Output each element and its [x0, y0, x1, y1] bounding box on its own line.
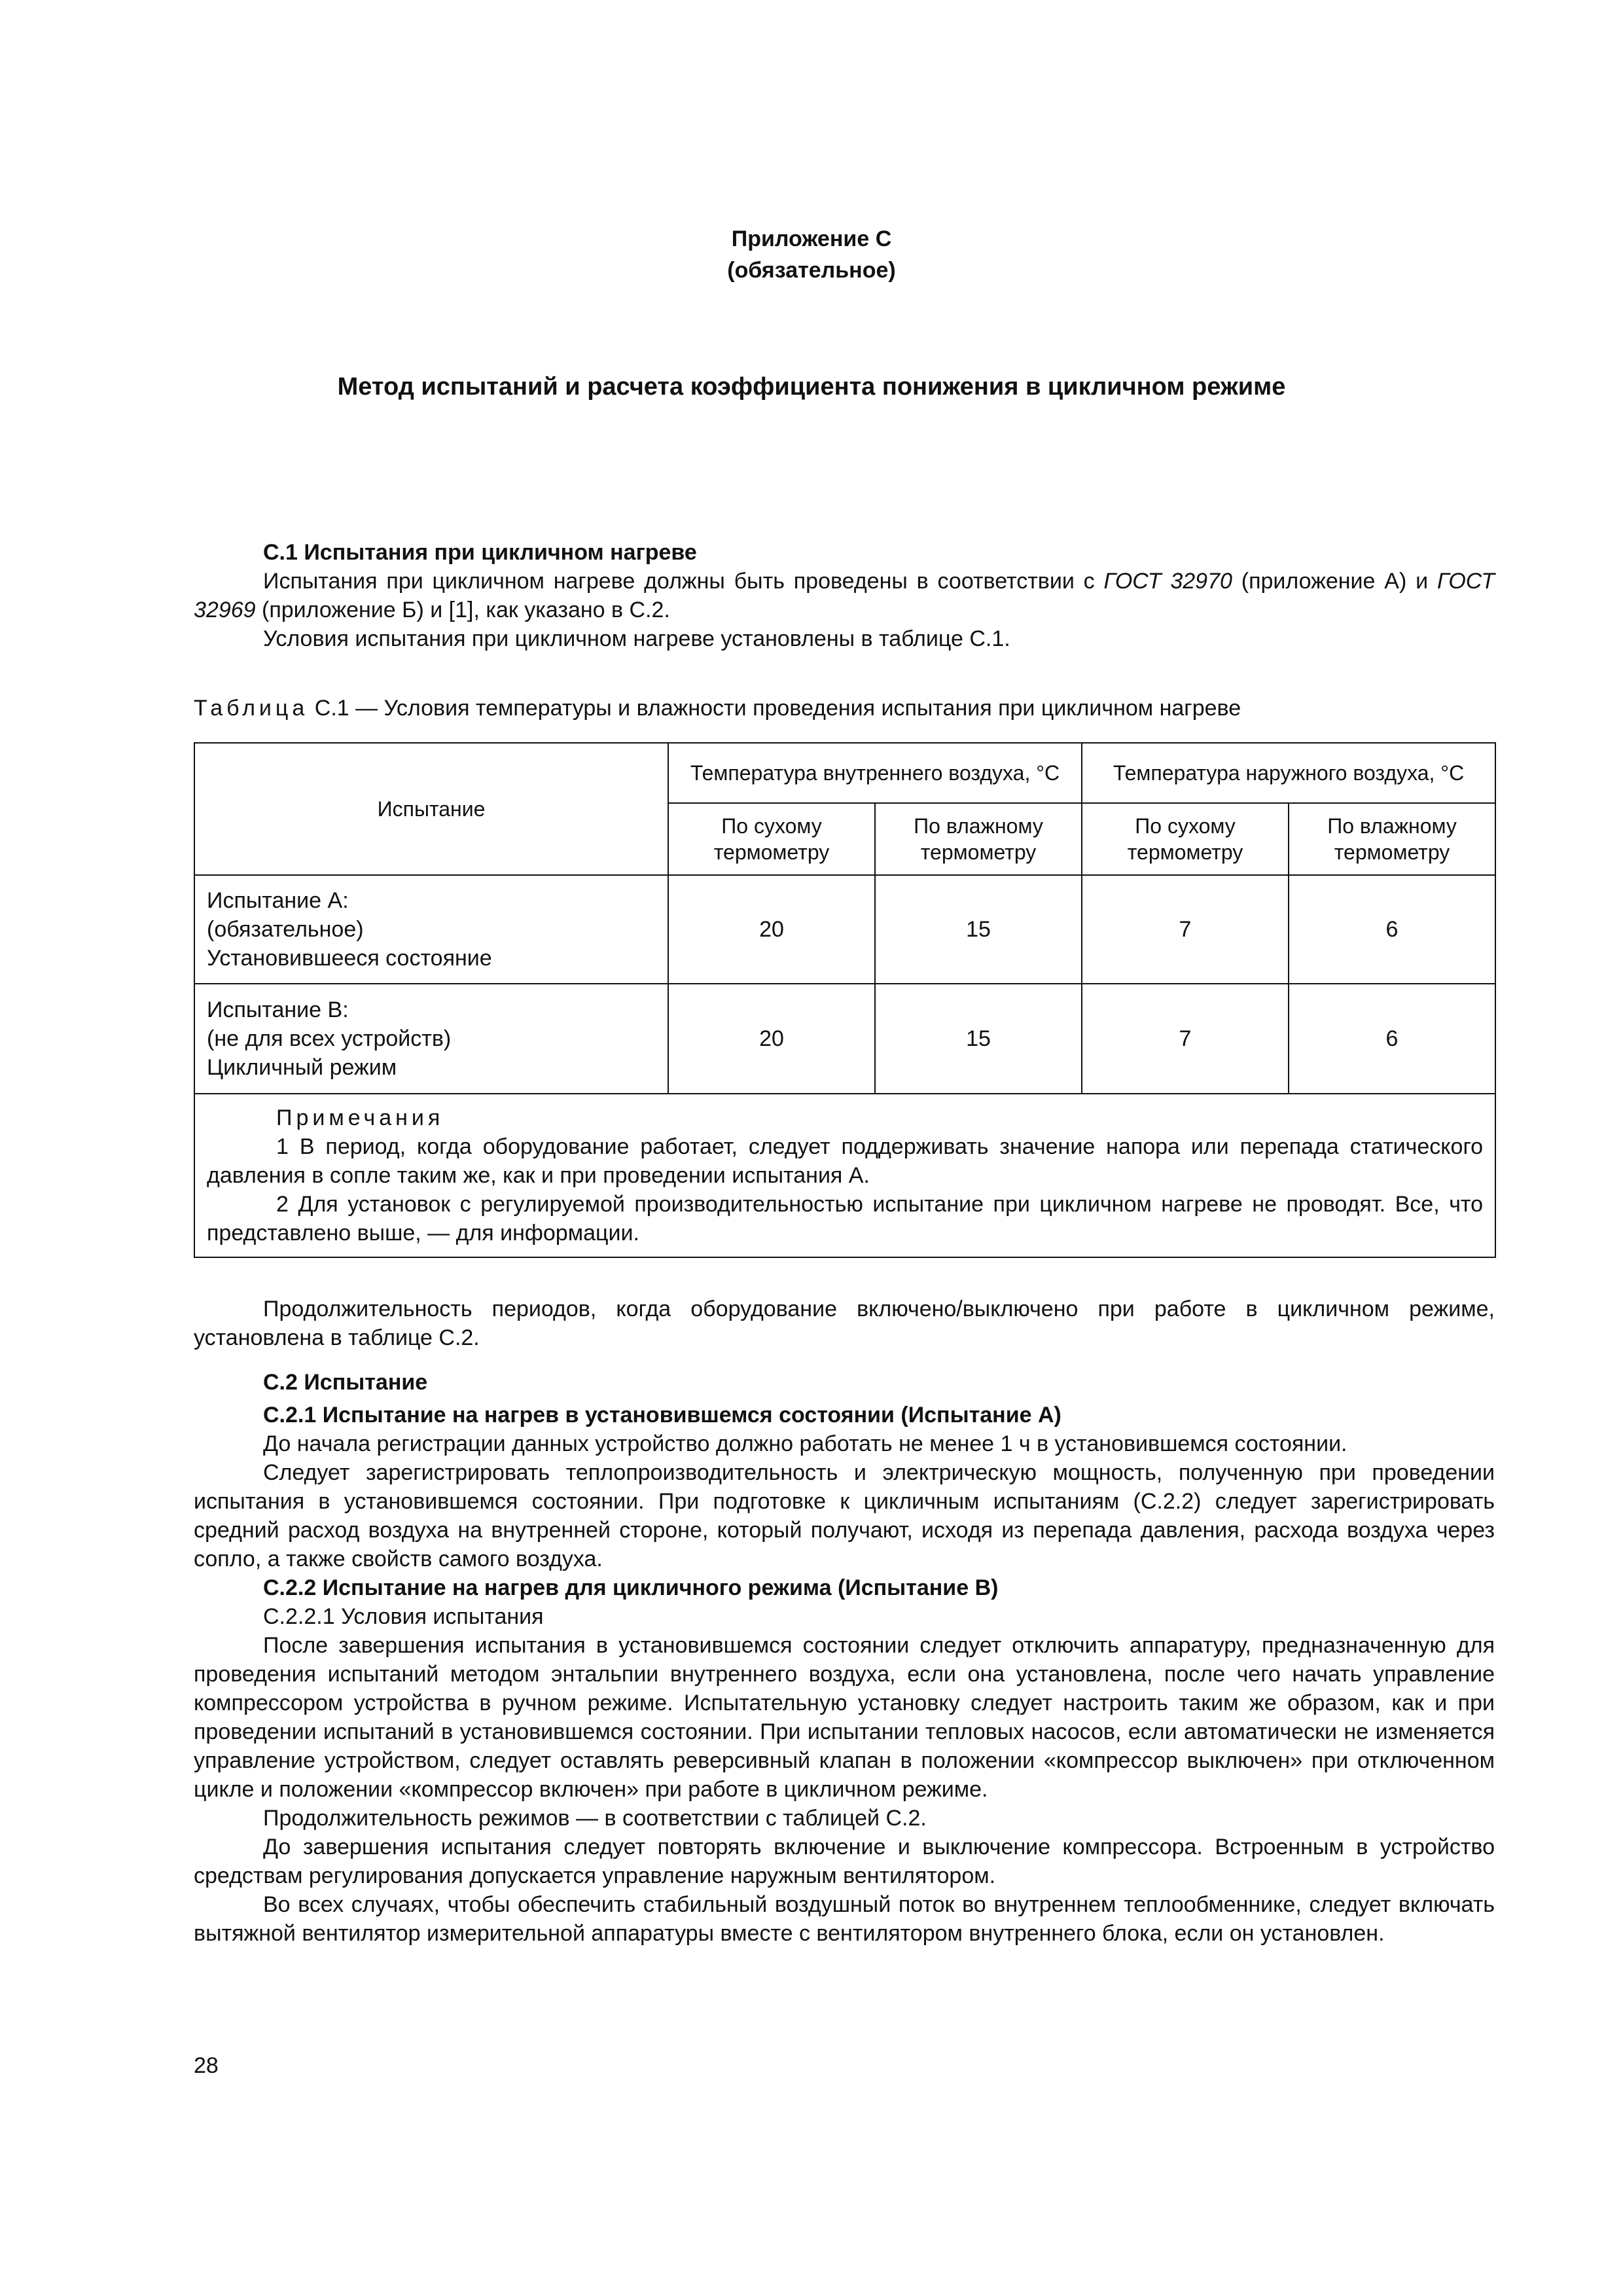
- section-c22-heading: С.2.2 Испытание на нагрев для цикличного режима (Испытание В): [263, 1575, 999, 1600]
- section-c22-paragraph-2: Продолжительность режимов — в соответствии с таблицей С.2.: [263, 1806, 927, 1831]
- page-title: Метод испытаний и расчета коэффициента понижения в цикличном режиме: [337, 373, 1286, 401]
- table-head-test: Испытание: [194, 743, 668, 875]
- table-cell: 7: [1082, 984, 1289, 1094]
- table-row-label: Испытание А: (обязательное) Установившееся состояние: [194, 875, 668, 984]
- table-cell: 7: [1082, 875, 1289, 984]
- table-caption-text: С.1 — Условия температуры и влажности проведения испытания при цикличном нагреве: [308, 696, 1241, 721]
- gost-reference: ГОСТ 32970: [1103, 569, 1232, 594]
- table-subhead-wet: По влажному термометру: [1289, 803, 1495, 875]
- section-c22-paragraph-3: До завершения испытания следует повторять включение и выключение компрессора. Встроенным в устройство средствам регулирования допускается управление наружным вентилятором.: [194, 1835, 1495, 1888]
- table-cell: 15: [875, 875, 1082, 984]
- notes-title: Примечания: [276, 1105, 444, 1130]
- section-c2: [194, 1368, 1495, 1948]
- after-table-paragraph: Продолжительность периодов, когда оборудование включено/выключено при работе в цикличном режиме, установлена в таблице С.2.: [194, 1297, 1495, 1350]
- table-cell: 6: [1289, 875, 1495, 984]
- page-number: 28: [194, 2053, 219, 2078]
- conditions-table: [194, 742, 1496, 1258]
- appendix-label: Приложение С: [731, 226, 892, 251]
- table-cell: 20: [668, 984, 875, 1094]
- section-c2-heading: С.2 Испытание: [263, 1370, 428, 1395]
- note-1: 1 В период, когда оборудование работает, следует поддерживать значение напора или перепада статического давления в сопле таким же, как и при проведении испытания А.: [207, 1134, 1484, 1188]
- table-head-outer-temp: Температура наружного воздуха, °С: [1082, 743, 1495, 803]
- table-cell: 6: [1289, 984, 1495, 1094]
- table-row: [194, 984, 1495, 1094]
- table-caption: [194, 694, 1495, 723]
- table-subhead-dry: По сухому термометру: [668, 803, 875, 875]
- table-notes: [194, 1094, 1495, 1257]
- table-subhead-dry: По сухому термометру: [1082, 803, 1289, 875]
- gost-reference: ГОСТ 32969: [194, 569, 1495, 622]
- section-c221-heading: С.2.2.1 Условия испытания: [263, 1604, 544, 1629]
- table-row-label: Испытание В: (не для всех устройств) Цикличный режим: [194, 984, 668, 1094]
- section-c1-paragraph-1: Испытания при цикличном нагреве должны быть проведены в соответствии с ГОСТ 32970 (приложение А) и ГОСТ 32969 (приложение Б) и [1], как указано в С.2.: [194, 569, 1495, 622]
- table-row: [194, 875, 1495, 984]
- section-c21-heading: С.2.1 Испытание на нагрев в установившемся состоянии (Испытание А): [263, 1403, 1061, 1427]
- appendix-status: (обязательное): [727, 258, 896, 283]
- note-2: 2 Для установок с регулируемой производительностью испытание при цикличном нагреве не проводят. Все, что представлено выше, — для информации.: [207, 1192, 1484, 1246]
- table-caption-label: Таблица: [194, 696, 309, 721]
- section-c21-paragraph-1: До начала регистрации данных устройство должно работать не менее 1 ч в установившемся состоянии.: [263, 1431, 1347, 1456]
- section-c1: [194, 538, 1495, 653]
- section-c1-paragraph-2: Условия испытания при цикличном нагреве установлены в таблице С.1.: [263, 626, 1010, 651]
- table-cell: 20: [668, 875, 875, 984]
- section-c1-heading: С.1 Испытания при цикличном нагреве: [263, 540, 697, 565]
- table-cell: 15: [875, 984, 1082, 1094]
- section-c22-paragraph-4: Во всех случаях, чтобы обеспечить стабильный воздушный поток во внутреннем теплообменнике, следует включать вытяжной вентилятор измерительной аппаратуры вместе с вентилятором внутреннего блока, если он установлен.: [194, 1892, 1495, 1946]
- table-subhead-wet: По влажному термометру: [875, 803, 1082, 875]
- section-c22-paragraph-1: После завершения испытания в установившемся состоянии следует отключить аппаратуру, предназначенную для проведения испытаний методом энтальпии внутреннего воздуха, если она установлена, после чего начать управление компрессором устройства в ручном режиме. Испытательную установку следует настроить таким же образом, как и при проведении испытаний в установившемся состоянии. При испытании тепловых насосов, если автоматически не изменяется управление устройством, следует оставлять реверсивный клапан в положении «компрессор выключен» при отключенном цикле и положении «компрессор включен» при работе в цикличном режиме.: [194, 1633, 1495, 1802]
- section-c21-paragraph-2: Следует зарегистрировать теплопроизводительность и электрическую мощность, полученную при проведении испытания в установившемся состоянии. При подготовке к цикличным испытаниям (С.2.2) следует зарегистрировать средний расход воздуха на внутренней стороне, который получают, исходя из перепада давления, расхода воздуха через сопло, а также свойств самого воздуха.: [194, 1460, 1495, 1571]
- table-head-inner-temp: Температура внутреннего воздуха, °С: [668, 743, 1082, 803]
